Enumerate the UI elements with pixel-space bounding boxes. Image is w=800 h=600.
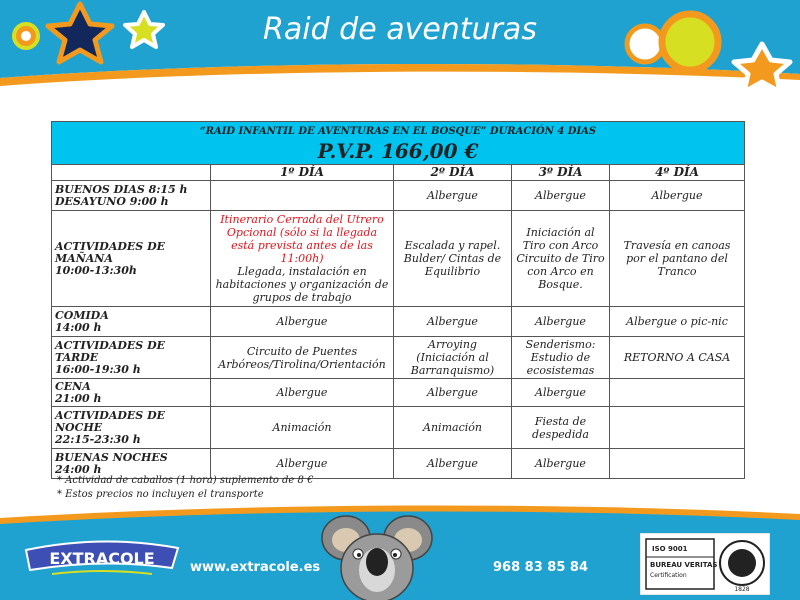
table-row	[52, 307, 745, 337]
extracole-logo[interactable]	[22, 538, 182, 580]
table-cell: Circuito de Puentes Arbóreos/Tirolina/Orientación	[211, 337, 394, 379]
table-cell: Albergue	[211, 449, 394, 479]
table-cell	[610, 407, 745, 449]
cert-year: 1828	[734, 586, 750, 593]
table-cell: Albergue	[394, 307, 512, 337]
table-cell: Albergue o pic-nic	[610, 307, 745, 337]
table-cell: Albergue	[512, 449, 610, 479]
phone-number[interactable]: 968 83 85 84	[493, 560, 588, 575]
table-cell: Iniciación al Tiro con Arco Circuito de Tiro con Arco en Bosque.	[512, 211, 610, 307]
row-label: ACTIVIDADES DE NOCHE 22:15-23:30 h	[52, 407, 211, 449]
day-header: 1º DÍA	[211, 165, 394, 181]
table-row	[52, 211, 745, 307]
table-cell: Albergue	[610, 181, 745, 211]
note-transport: * Estos precios no incluyen el transporte	[57, 489, 264, 500]
table-cell	[211, 181, 394, 211]
note-horses: * Actividad de caballos (1 hora) suplemento de 8 €	[57, 475, 314, 486]
table-cell: Fiesta de despedida	[512, 407, 610, 449]
price-row	[52, 139, 745, 165]
table-cell	[211, 211, 394, 307]
row-label: COMIDA 14:00 h	[52, 307, 211, 337]
website-link[interactable]: www.extracole.es	[190, 560, 321, 575]
table-cell: Albergue	[394, 379, 512, 407]
days-row	[52, 165, 745, 181]
table-cell	[610, 379, 745, 407]
table-row	[52, 181, 745, 211]
page-title: Raid de aventuras	[263, 12, 537, 47]
header-band	[0, 0, 800, 92]
table-cell: Travesía en canoas por el pantano del Tranco	[610, 211, 745, 307]
bureau-veritas-seal	[640, 533, 770, 595]
table-cell: Escalada y rapel. Bulder/ Cintas de Equilibrio	[394, 211, 512, 307]
table-cell	[610, 449, 745, 479]
schedule-table	[51, 121, 745, 479]
table-cell: Albergue	[512, 307, 610, 337]
cert-sub: Certification	[650, 572, 687, 579]
koala-mascot	[318, 510, 436, 600]
table-cell: Albergue	[394, 449, 512, 479]
table-row	[52, 379, 745, 407]
table-row	[52, 337, 745, 379]
cert-name: BUREAU VERITAS	[650, 561, 718, 569]
row-label: BUENOS DIAS 8:15 h DESAYUNO 9:00 h	[52, 181, 211, 211]
optional-itinerary-note: Itinerario Cerrada del Utrero Opcional (sólo si la llegada está prevista antes de las 11:00h)	[220, 213, 384, 265]
notes	[57, 474, 313, 502]
table-cell: Animación	[394, 407, 512, 449]
table-cell: Albergue	[394, 181, 512, 211]
row-label: BUENAS NOCHES 24:00 h	[52, 449, 211, 479]
day-header: 3º DÍA	[512, 165, 610, 181]
table-cell: RETORNO A CASA	[610, 337, 745, 379]
cert-iso: ISO 9001	[652, 545, 688, 553]
table-cell: Albergue	[211, 307, 394, 337]
table-cell: Arroying (Iniciación al Barranquismo)	[394, 337, 512, 379]
row-label: ACTIVIDADES DE MAÑANA 10:00-13:30h	[52, 211, 211, 307]
table-cell: Senderismo: Estudio de ecosistemas	[512, 337, 610, 379]
price-label: P.V.P. 166,00 €	[52, 139, 745, 165]
row-label: CENA 21:00 h	[52, 379, 211, 407]
table-cell: Albergue	[512, 379, 610, 407]
table-heading: “RAID INFANTIL DE AVENTURAS EN EL BOSQUE” DURACIÓN 4 DIAS	[52, 122, 745, 140]
day-header: 2º DÍA	[394, 165, 512, 181]
day-header: 4º DÍA	[610, 165, 745, 181]
row-label: ACTIVIDADES DE TARDE 16:00-19:30 h	[52, 337, 211, 379]
corner-cell	[52, 165, 211, 181]
table-cell: Albergue	[211, 379, 394, 407]
table-cell: Albergue	[512, 181, 610, 211]
logo-text: EXTRACOLE	[49, 549, 155, 568]
arrival-text: Llegada, instalación en habitaciones y organización de grupos de trabajo	[215, 265, 389, 304]
table-heading-row	[52, 122, 745, 140]
table-row	[52, 407, 745, 449]
table-cell: Animación	[211, 407, 394, 449]
